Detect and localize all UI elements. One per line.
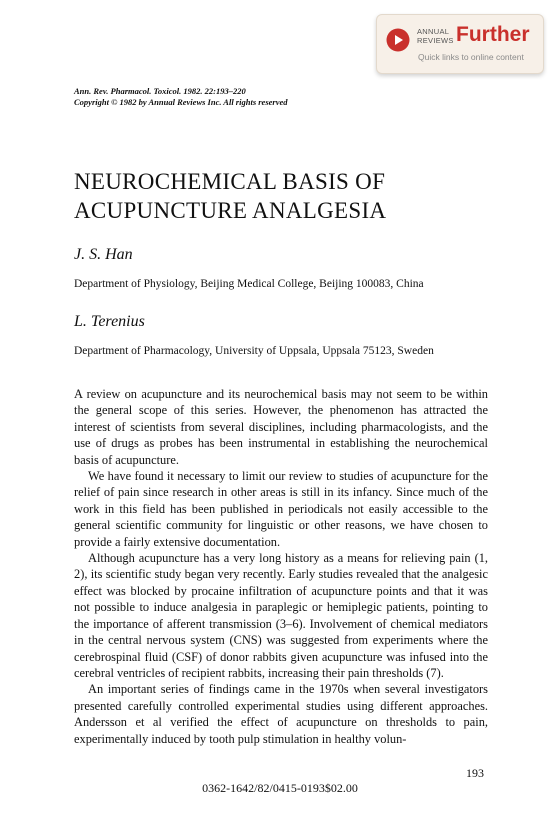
author-affiliation: Department of Pharmacology, University of Uppsala, Uppsala 75123, Sweden [74, 345, 434, 357]
title-line-2: ACUPUNCTURE ANALGESIA [74, 198, 387, 223]
further-badge[interactable] [376, 14, 544, 74]
article-body [74, 386, 488, 747]
journal-citation-line: Ann. Rev. Pharmacol. Toxicol. 1982. 22:193–220 [74, 86, 246, 96]
author-name: L. Terenius [74, 313, 145, 330]
article-title [74, 167, 494, 225]
paragraph: A review on acupuncture and its neurochemical basis may not seem to be within the general scope of this series. However, the phenomenon has attracted the interest of scientists from several disciplines, including pharmacologists, and the use of drugs as probes has been instrumental in establishing the neurochemical basis of acupuncture. [74, 387, 488, 467]
badge-subtitle: Quick links to online content [418, 52, 524, 62]
author-name: J. S. Han [74, 246, 133, 263]
copyright-line: Copyright © 1982 by Annual Reviews Inc. All rights reserved [74, 97, 288, 107]
badge-brand [417, 28, 454, 45]
journal-citation [74, 86, 288, 108]
title-line-1: NEUROCHEMICAL BASIS OF [74, 169, 386, 194]
page-number: 193 [466, 766, 484, 780]
badge-brand-line1: ANNUAL [417, 27, 450, 36]
paragraph: An important series of findings came in the 1970s when several investigators presented carefully controlled experimental studies using different approaches. Andersson et al verified the effect of acupuncture on thresholds to pain, experimentally induced by tooth pulp stimulation in healthy volun- [74, 682, 488, 746]
badge-brand-line2: REVIEWS [417, 35, 454, 45]
paragraph: We have found it necessary to limit our review to studies of acupuncture for the relief of pain since research in other areas is still in its infancy. Since much of the work in this field has been published in periodicals not easily accessible to the general scientific community for linguistic or other reasons, we have chosen to provide a fairly extensive documentation. [74, 469, 488, 549]
badge-further-label: Further [456, 23, 530, 46]
paragraph: Although acupuncture has a very long history as a means for relieving pain (1, 2), its scientific study began very recently. Early studies revealed that the analgesic effect was blocked by procaine infiltration of acupuncture points and that it was not possible to induce analgesia in paraplegic or hemiplegic patients, pointing to the importance of afferent transmission (3–6). Involvement of chemical mediators in the central nervous system (CNS) was suggested from experiments where the cerebrospinal fluid (CSF) of donor rabbits given acupuncture was infused into the cerebral ventricles of recipient rabbits, increasing their pain thresholds (7). [74, 551, 488, 680]
article-code: 0362-1642/82/0415-0193$02.00 [202, 781, 358, 795]
annual-reviews-logo-icon [386, 28, 410, 52]
author-affiliation: Department of Physiology, Beijing Medical College, Beijing 100083, China [74, 278, 424, 290]
